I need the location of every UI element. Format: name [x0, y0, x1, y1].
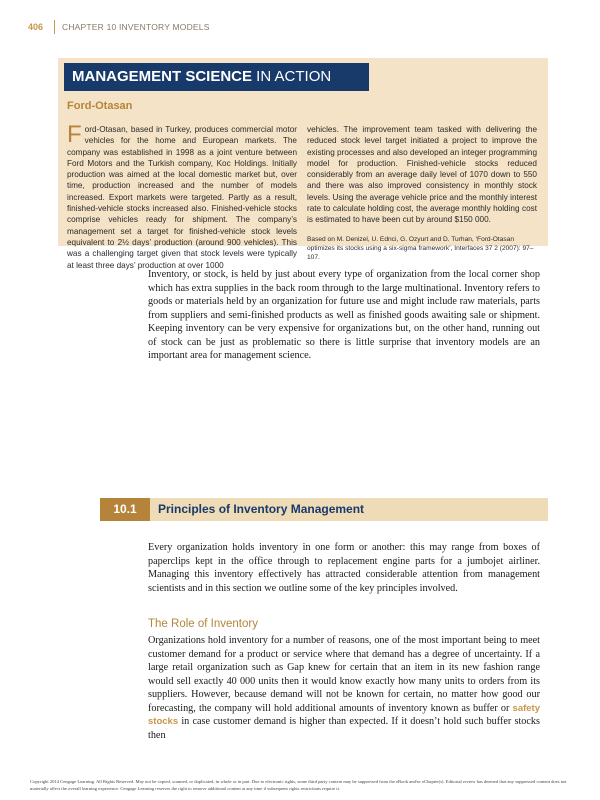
- role-text-after: in case customer demand is higher than expected. If it doesn’t hold such buffer stocks then: [148, 716, 540, 741]
- role-of-inventory-paragraph: [148, 634, 540, 742]
- intro-paragraph: Inventory, or stock, is held by just about every type of organization from the local corner shop which has extra supplies in the back room through to the large multinational. Inventory refers to goods or materials held by an organization for future use and might include raw materials, parts from suppliers and semi-finished products as well as finished goods awaiting sale or shipment. Keeping inventory can be very expensive for organizations but, on the other hand, running out of stock can be just as problematic so there is little surprise that inventory models are an important area for management science.: [148, 269, 540, 361]
- page-header: [0, 22, 600, 38]
- key-term-safety-stocks: safety stocks: [148, 702, 540, 727]
- box-column-left-text: ord-Otasan, based in Turkey, produces commercial motor vehicles for the home and European markets. The company was established in 1998 as a joint venture between Ford Motors and the Turkish company, Koc Holdings. Initially production was aimed at the local domestic market but, over time, production increased and the number of models increased. Export markets were targeted. Partly as a result, finished-vehicle stocks increased also. Finished-vehicle stocks comprise vehicles ready for shipment. The company’s management set a target for finished-vehicle stock levels equivalent to 2½ days’ production (around 900 vehicles). This was a challenging target given that stock levels were typically at least three days’ production at over 1000: [67, 125, 297, 270]
- box-title: Ford-Otasan: [67, 100, 133, 112]
- banner-rest: IN ACTION: [252, 68, 332, 85]
- section-title: Principles of Inventory Management: [158, 502, 365, 516]
- box-banner: [64, 63, 369, 91]
- copyright-footer: Copyright 2014 Cengage Learning. All Rights Reserved. May not be copied, scanned, or duplicated, in whole or in part. Due to electronic rights, some third party content may be suppressed from the eBook and/or eChapter(s). Editorial review has deemed that any suppressed content does not materially affect the overall learning experience. Cengage Learning reserves the right to remove additional content at any time if subsequent rights restrictions require it.: [30, 779, 567, 791]
- banner-bold: MANAGEMENT SCIENCE: [72, 68, 253, 85]
- subsection-title: The Role of Inventory: [148, 618, 258, 630]
- section-paragraph: Every organization holds inventory in one form or another: this may range from boxes of paperclips kept in the office through to replacement engine parts for a jumbojet airliner. Managing this inventory effectively has attracted considerable attention from management scientists and in this section we outline some of the key principles involved.: [148, 542, 540, 594]
- box-column-right: [307, 124, 537, 262]
- section-number: 10.1: [100, 498, 150, 521]
- box-source-citation: Based on M. Denizel, U. Ednci, G. Ozyurt and D. Turhan, ‘Ford-Otasan optimizes its stocks using a six-sigma framework’, Interfaces 37 2 (2007): 97–107.: [307, 235, 534, 261]
- role-text-before: Organizations hold inventory for a number of reasons, one of the most important being to meet customer demand for a product or service where that demand has a degree of uncertainty. If a large retail organization such as Gap knew for certain that an item in its new fashion range would sell exactly 40 000 units then it would know exactly how many units to orders from its suppliers. However, because demand will not be known for certain, no matter how good our forecasting, the company will hold additional amounts of inventory known as buffer or: [148, 635, 540, 714]
- management-science-box: [58, 58, 548, 270]
- header-divider: [54, 20, 55, 34]
- box-column-left: [67, 121, 297, 271]
- box-column-right-text: vehicles. The improvement team tasked with delivering the reduced stock level target initiated a project to improve the existing processes and also developed an integer programming model for production. Finished-vehicle stocks reduced considerably from an average daily level of 1070 down to 550 and there was also improved consistency in monthly stock levels. Using the average vehicle price and the monthly interest rate to calculate holding cost, the average monthly holding cost is estimated to have been cut by around $150 000.: [307, 125, 537, 225]
- drop-cap: F: [67, 121, 82, 148]
- section-heading: [100, 498, 548, 521]
- chapter-running-head: CHAPTER 10 INVENTORY MODELS: [62, 22, 210, 32]
- page-number: 406: [28, 22, 44, 32]
